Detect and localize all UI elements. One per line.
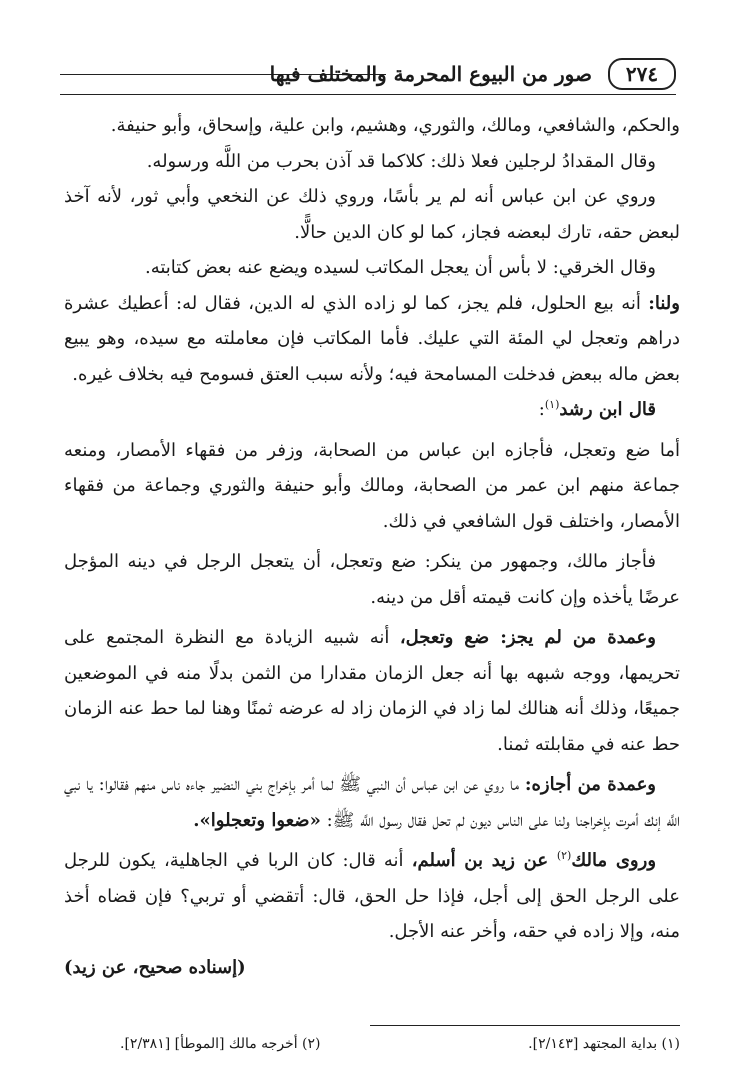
heading-text: قال ابن رشد (559, 399, 656, 420)
paragraph: وروي عن ابن عباس أنه لم ير بأسًا، وروي ذلك عن النخعي وأبي ثور، لأنه آخذ لبعض حقه، تارك لبعضه فجاز، كما لو كان الدين حالًّا. (64, 186, 680, 243)
paragraph-lead-2: عن زيد بن أسلم، (411, 850, 557, 871)
page-header (60, 56, 676, 96)
paragraph (64, 843, 680, 950)
footnote-marker[interactable]: (١) (544, 398, 560, 411)
running-title: صور من البيوع المحرمة والمختلف فيها (269, 62, 592, 86)
paragraph (64, 767, 680, 838)
paragraph (64, 620, 680, 762)
header-underline (60, 94, 676, 95)
footnote-marker[interactable]: (٢) (556, 849, 572, 862)
paragraph-text: ما روي عن ابن عباس أن النبي ﷺ لما أمر بإخراج بني النضير جاءه ناس منهم فقالوا: يا نبي اللَّه إنك أمرت بإخراجنا ولنا على الناس ديون لم تحل فقال رسول اللَّه ﷺ: (64, 774, 680, 831)
paragraph: أما ضع وتعجل، فأجازه ابن عباس من الصحابة، وزفر من فقهاء الأمصار، ومنعه جماعة منهم ابن عمر من الصحابة، ومالك وأبو حنيفة والثوري وجماعة من فقهاء الأمصار، واختلف قول الشافعي في ذلك. (64, 439, 680, 532)
hadith-grading: (إسناده صحيح، عن زيد) (64, 956, 246, 978)
heading-colon: : (538, 399, 545, 420)
body-text (64, 108, 680, 985)
paragraph: فأجاز مالك، وجمهور من ينكر: ضع وتعجل، أن يتعجل الرجل في دينه المؤجل عرضًا يأخذه وإن كانت قيمته أقل من دينه. (64, 551, 680, 608)
paragraph-text: أنه قال: كان الربا في الجاهلية، يكون للرجل على الرجل الحق إلى أجل، فإذا حل الحق، قال: أتقضي أو تربي؟ فإن قضاه أخذ منه، وإلا زاده في حقه، وأخر عنه الأجل. (64, 850, 680, 942)
footnote-1: (١) بداية المجتهد [٢/١٤٣]. (528, 1036, 680, 1052)
hadith-quote: «ضعوا وتعجلوا». (193, 809, 321, 831)
page-number: ٢٧٤ (608, 58, 676, 90)
paragraph-lead: ولنا: (648, 292, 680, 314)
paragraph: وقال الخرقي: لا بأس أن يعجل المكاتب لسيده ويضع عنه بعض كتابته. (144, 257, 656, 278)
footnotes (120, 1036, 680, 1052)
paragraph-text: أنه بيع الحلول، فلم يجز، كما لو زاده الذي له الدين، فقال له: أعطيك عشرة دراهم وتعجل لي المئة التي عليك. فأما المكاتب فإن معاملته مع سيده، وهو يبيع بعض ماله ببعض فدخلت المسامحة فيه؛ ولأنه سبب العتق فسومح فيه بخلاف غيره. (64, 292, 680, 385)
paragraph (64, 286, 680, 393)
section-heading (64, 392, 680, 428)
paragraph-text: أنه شبيه الزيادة مع النظرة المجتمع على تحريمها، ووجه شبهه بها أنه جعل الزمان مقدارا من الثمن بدلًا منه في الموضعين جميعًا، وذلك أنه هنالك لما زاد في الزمان زاد له عرضه ثمنًا وهنا لما حط عنه الزمان حط عنه في مقابلته ثمنا. (64, 627, 680, 755)
paragraph-lead: وعمدة من لم يجز: ضع وتعجل، (399, 627, 656, 648)
paragraph-lead: وروى مالك (571, 850, 657, 871)
paragraph: والحكم، والشافعي، ومالك، والثوري، وهشيم، وابن علية، وإسحاق، وأبو حنيفة. (110, 115, 680, 136)
footnote-2: (٢) أخرجه مالك [الموطأ] [٢/٣٨١]. (120, 1036, 321, 1052)
paragraph: وقال المقدادُ لرجلين فعلا ذلك: كلاكما قد آذن بحرب من اللَّه ورسوله. (146, 150, 656, 172)
grading-line (64, 950, 680, 986)
footnote-rule (370, 1025, 680, 1026)
paragraph-lead: وعمدة من أجازه: (524, 774, 656, 795)
